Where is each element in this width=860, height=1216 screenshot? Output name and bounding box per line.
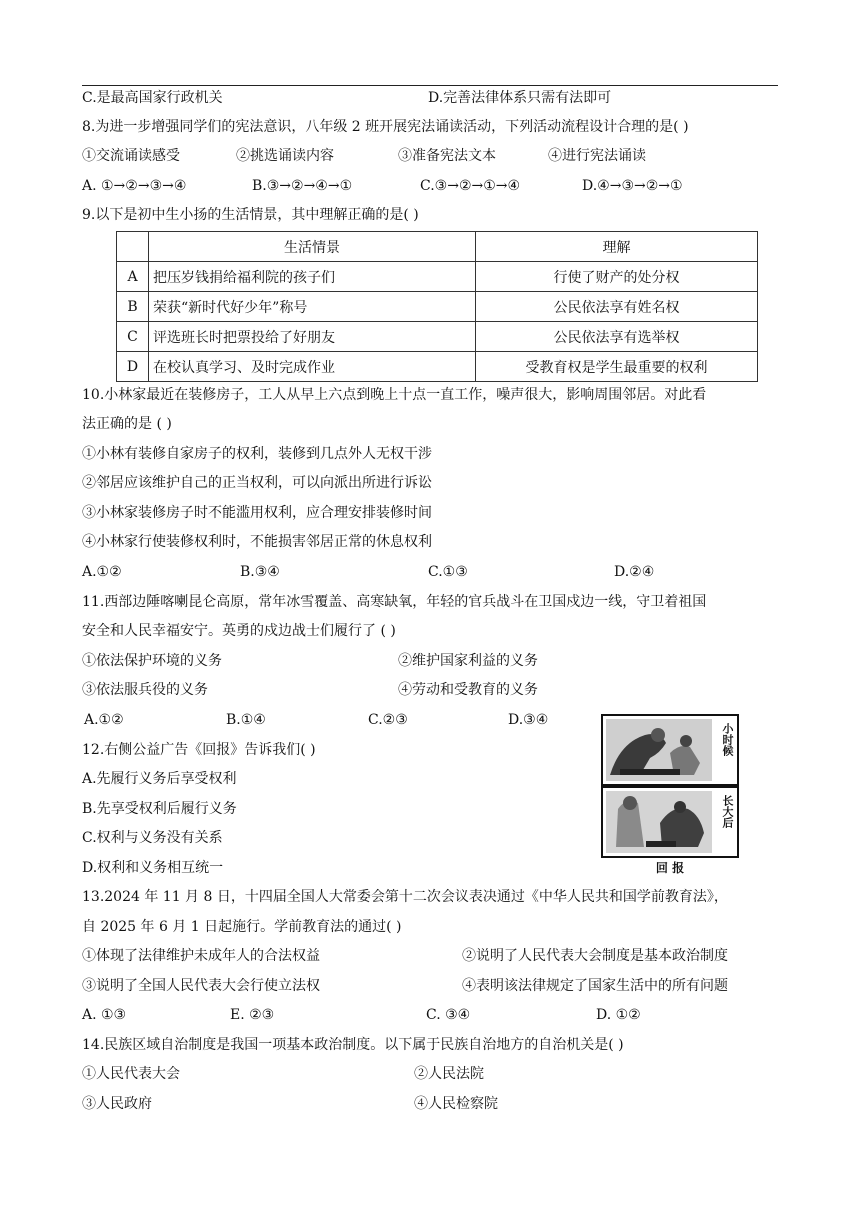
q10-item-3: ③小林家装修房子时不能滥用权利，应合理安排装修时间 (82, 505, 432, 521)
q8-option-d: D.④→③→②→① (582, 178, 683, 194)
table-cell: 把压岁钱捐给福利院的孩子们 (149, 262, 476, 292)
table-cell: 评选班长时把票投给了好朋友 (149, 322, 476, 352)
header-rule (82, 85, 778, 86)
q9-stem: 9.以下是初中生小扬的生活情景，其中理解正确的是( ) (82, 207, 419, 223)
q11-stem-line2: 安全和人民幸福安宁。英勇的戍边战士们履行了 ( ) (82, 623, 396, 639)
q8-item-4: ④进行宪法诵读 (548, 148, 646, 164)
q13-item-1: ①体现了法律维护未成年人的合法权益 (82, 948, 320, 964)
poster-illustration (600, 713, 740, 875)
poster-bottom-label: 长大后 (721, 795, 734, 828)
q12-option-c: C.权利与义务没有关系 (82, 830, 223, 846)
q12-stem: 12.右侧公益广告《回报》告诉我们( ) (82, 742, 316, 758)
q12-option-a: A.先履行义务后享受权利 (82, 771, 237, 787)
table-row (117, 352, 758, 382)
q11-option-d: D.③④ (508, 712, 549, 728)
q13-option-a: A. ①③ (82, 1007, 127, 1023)
q13-item-4: ④表明该法律规定了国家生活中的所有问题 (462, 978, 728, 994)
q11-option-a: A.①② (84, 712, 124, 728)
q14-item-1: ①人民代表大会 (82, 1066, 180, 1082)
q8-item-3: ③准备宪法文本 (398, 148, 496, 164)
q10-item-2: ②邻居应该维护自己的正当权利，可以向派出所进行诉讼 (82, 475, 432, 491)
q9-table (116, 231, 758, 382)
q11-option-c: C.②③ (368, 712, 408, 728)
table-row (117, 322, 758, 352)
table-cell: C (117, 322, 149, 352)
table-cell: 公民依法享有姓名权 (476, 292, 758, 322)
q8-item-1: ①交流诵读感受 (82, 148, 180, 164)
table-header-row (117, 232, 758, 262)
q11-option-b: B.①④ (226, 712, 266, 728)
q10-stem-line2: 法正确的是 ( ) (82, 416, 172, 432)
poster-top-label: 小时候 (721, 723, 734, 756)
q14-stem: 14.民族区域自治制度是我国一项基本政治制度。以下属于民族自治地方的自治机关是( ) (82, 1037, 624, 1053)
q14-item-4: ④人民检察院 (414, 1096, 498, 1112)
q10-stem-line1: 10.小林家最近在装修房子，工人从早上六点到晚上十点一直工作，噪声很大，影响周围邻居。对此看 (82, 387, 707, 403)
q8-item-2: ②挑选诵读内容 (236, 148, 334, 164)
q10-option-b: B.③④ (240, 564, 280, 580)
q11-stem-line1: 11.西部边陲喀喇昆仑高原，常年冰雪覆盖、高寒缺氧，年轻的官兵战斗在卫国戍边一线，守卫着祖国 (82, 594, 707, 610)
table-cell: D (117, 352, 149, 382)
table-cell: B (117, 292, 149, 322)
table-cell: 受教育权是学生最重要的权利 (476, 352, 758, 382)
table-row (117, 292, 758, 322)
q13-stem-line1: 13.2024 年 11 月 8 日，十四届全国人大常委会第十二次会议表决通过《中华人民共和国学前教育法》， (82, 889, 728, 905)
q10-item-1: ①小林有装修自家房子的权利，装修到几点外人无权干涉 (82, 446, 432, 462)
prev-option-c: C.是最高国家行政机关 (82, 90, 223, 106)
q11-item-3: ③依法服兵役的义务 (82, 682, 208, 698)
q11-item-2: ②维护国家利益的义务 (398, 653, 538, 669)
table-cell: 公民依法享有选举权 (476, 322, 758, 352)
table-cell: 荣获“新时代好少年”称号 (149, 292, 476, 322)
q11-item-1: ①依法保护环境的义务 (82, 653, 222, 669)
poster-caption: 回 报 (655, 861, 685, 875)
q13-option-e: E. ②③ (230, 1007, 275, 1023)
q10-option-c: C.①③ (428, 564, 468, 580)
table-header-cell (117, 232, 149, 262)
q12-option-b: B.先享受权利后履行义务 (82, 801, 237, 817)
q12-option-d: D.权利和义务相互统一 (82, 860, 224, 876)
q13-item-3: ③说明了全国人民代表大会行使立法权 (82, 978, 320, 994)
q11-item-4: ④劳动和受教育的义务 (398, 682, 538, 698)
q8-option-c: C.③→②→①→④ (420, 178, 521, 194)
table-row (117, 262, 758, 292)
q13-option-c: C. ③④ (426, 1007, 471, 1023)
table-cell: 行使了财产的处分权 (476, 262, 758, 292)
q10-item-4: ④小林家行使装修权利时，不能损害邻居正常的休息权利 (82, 534, 432, 550)
table-header-cell: 理解 (476, 232, 758, 262)
q8-stem: 8.为进一步增强同学们的宪法意识，八年级 2 班开展宪法诵读活动，下列活动流程设计合理的是( ) (82, 119, 689, 135)
q14-item-2: ②人民法院 (414, 1066, 484, 1082)
q10-option-d: D.②④ (614, 564, 655, 580)
prev-option-d: D.完善法律体系只需有法即可 (428, 90, 612, 106)
q13-item-2: ②说明了人民代表大会制度是基本政治制度 (462, 948, 728, 964)
q13-option-d: D. ①② (596, 1007, 641, 1023)
table-header-cell: 生活情景 (149, 232, 476, 262)
q8-option-a: A. ①→②→③→④ (82, 178, 187, 194)
q14-item-3: ③人民政府 (82, 1096, 152, 1112)
q10-option-a: A.①② (82, 564, 122, 580)
q13-stem-line2: 自 2025 年 6 月 1 日起施行。学前教育法的通过( ) (82, 919, 402, 935)
q8-option-b: B.③→②→④→① (252, 178, 353, 194)
table-cell: A (117, 262, 149, 292)
table-cell: 在校认真学习、及时完成作业 (149, 352, 476, 382)
